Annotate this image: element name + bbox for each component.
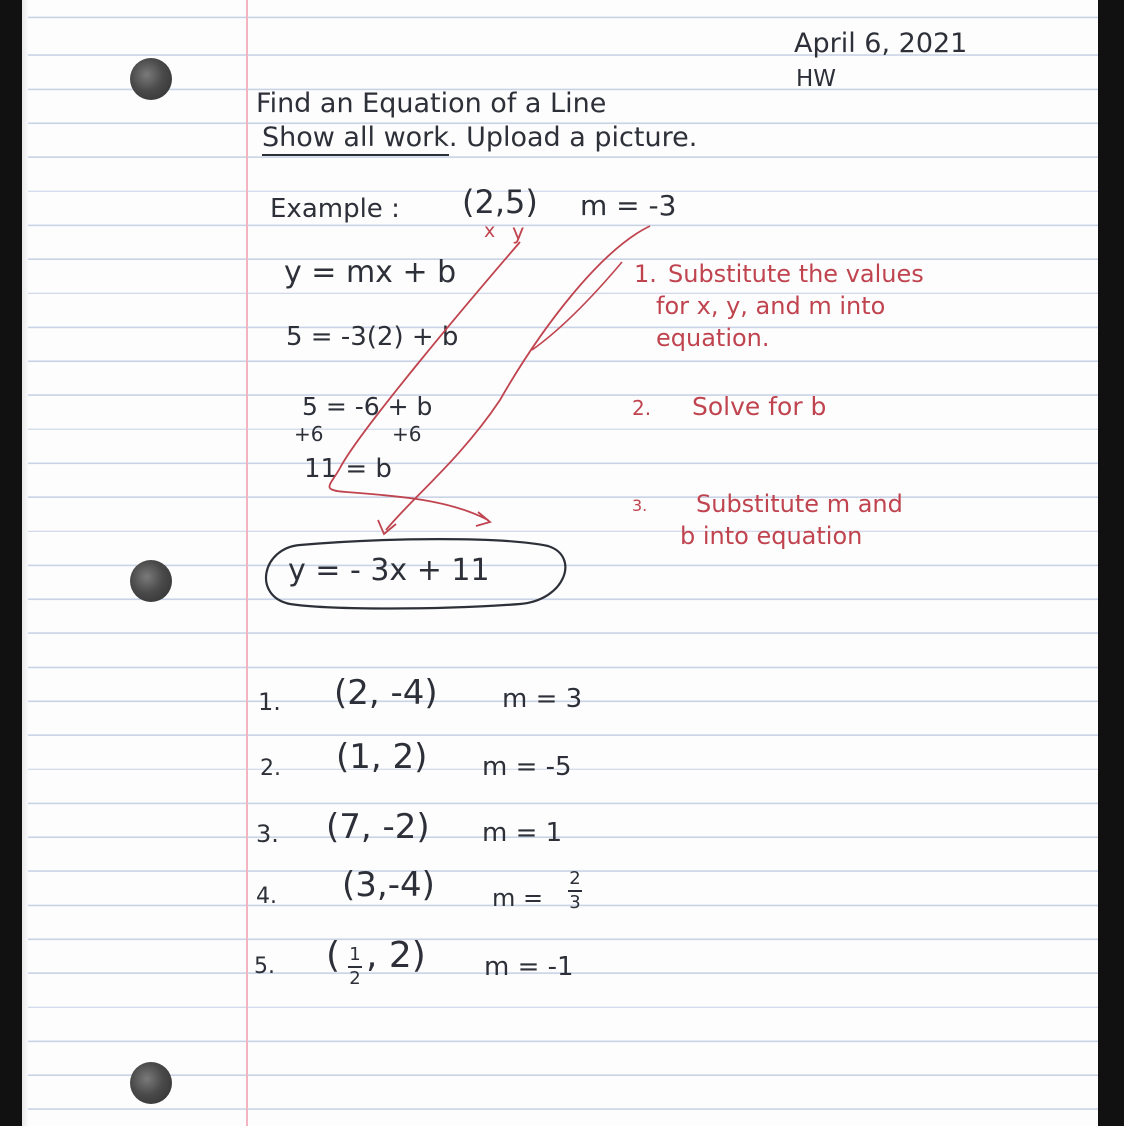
hw-label: HW bbox=[796, 66, 837, 92]
title-line-2 bbox=[262, 124, 697, 151]
date-text: April 6, 2021 bbox=[794, 28, 968, 59]
example-label: Example : bbox=[270, 194, 400, 224]
problem-3-point: (7, -2) bbox=[326, 807, 430, 847]
punch-hole-top bbox=[130, 58, 172, 100]
problem-4-slope-fraction bbox=[568, 870, 582, 912]
title-underlined: Show all work bbox=[262, 122, 449, 156]
work-add-right: +6 bbox=[392, 422, 422, 446]
problem-5-point-denominator: 2 bbox=[349, 968, 361, 989]
problem-4-slope-denominator: 3 bbox=[569, 892, 581, 913]
step-1-line-3: equation. bbox=[656, 324, 770, 352]
problem-4-slope: m = bbox=[492, 884, 544, 912]
step-2-text: Solve for b bbox=[692, 392, 827, 421]
problem-4-number: 4. bbox=[256, 884, 277, 909]
problem-3-number: 3. bbox=[256, 820, 279, 848]
title-line-1: Find an Equation of a Line bbox=[256, 88, 607, 119]
step-1-line-1: Substitute the values bbox=[668, 260, 924, 288]
step-3-line-2: b into equation bbox=[680, 522, 863, 550]
problem-5-point-numerator: 1 bbox=[349, 944, 361, 965]
problem-2-slope: m = -5 bbox=[482, 752, 572, 782]
problem-5-point-open: ( bbox=[326, 935, 341, 976]
work-line-3: 5 = -6 + b bbox=[302, 392, 433, 421]
step-1-line-2: for x, y, and m into bbox=[656, 292, 886, 320]
work-line-2: 5 = -3(2) + b bbox=[286, 322, 459, 352]
problem-4-point: (3,-4) bbox=[342, 865, 435, 905]
work-line-1: y = mx + b bbox=[284, 255, 457, 290]
step-3-line-1: Substitute m and bbox=[696, 490, 903, 518]
problem-4-slope-numerator: 2 bbox=[569, 868, 581, 889]
step-2-number: 2. bbox=[632, 396, 652, 420]
problem-5-slope: m = -1 bbox=[484, 952, 574, 982]
final-answer: y = - 3x + 11 bbox=[288, 553, 490, 588]
work-add-left: +6 bbox=[294, 422, 324, 446]
problem-5-point-rest: , 2) bbox=[366, 935, 426, 976]
step-1-number: 1. bbox=[634, 260, 657, 288]
problem-5-point-fraction bbox=[348, 946, 362, 988]
problem-3-slope: m = 1 bbox=[482, 818, 563, 848]
problem-1-slope: m = 3 bbox=[502, 684, 583, 714]
problem-2-point: (1, 2) bbox=[336, 737, 428, 777]
punch-hole-bottom bbox=[130, 1062, 172, 1104]
margin-line bbox=[246, 0, 248, 1126]
problem-2-number: 2. bbox=[260, 756, 281, 781]
problem-1-number: 1. bbox=[258, 688, 281, 716]
example-slope: m = -3 bbox=[580, 189, 677, 222]
example-point: (2,5) bbox=[462, 183, 538, 221]
problem-5-number: 5. bbox=[254, 954, 275, 979]
work-line-4: 11 = b bbox=[304, 454, 392, 484]
problem-1-point: (2, -4) bbox=[334, 673, 438, 713]
photo-edge-left bbox=[0, 0, 22, 1126]
punch-hole-middle bbox=[130, 560, 172, 602]
x-label: x bbox=[484, 220, 496, 242]
step-3-number: 3. bbox=[632, 496, 648, 515]
y-label: y bbox=[512, 220, 525, 244]
paper-fold-shadow bbox=[22, 0, 28, 1126]
photo-edge-right bbox=[1098, 0, 1124, 1126]
title-rest: . Upload a picture. bbox=[448, 122, 698, 153]
